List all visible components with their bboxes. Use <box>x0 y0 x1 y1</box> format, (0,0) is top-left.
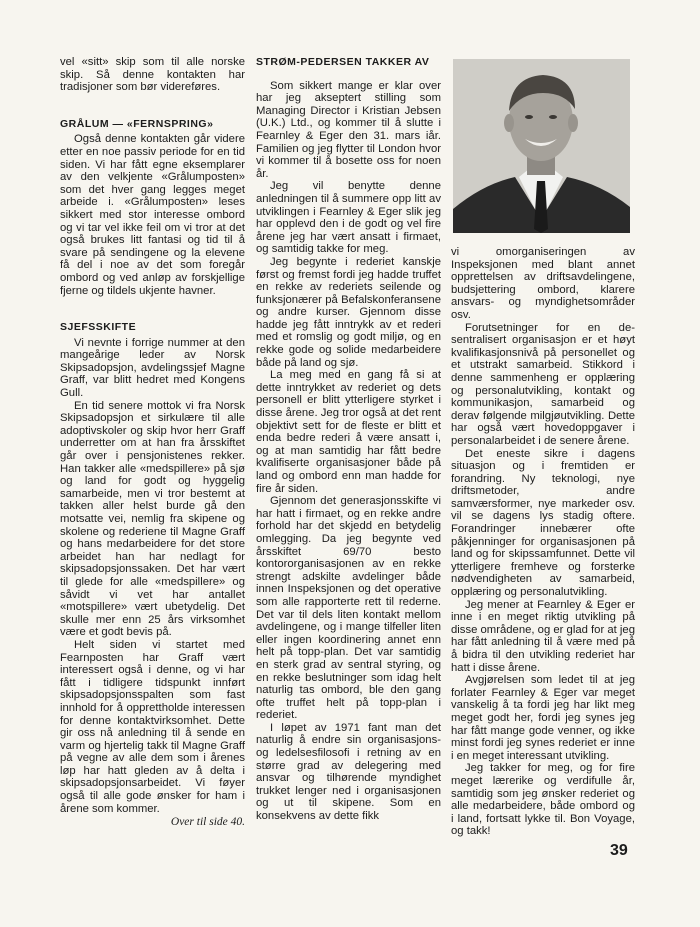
article-heading: STRØM-PEDERSEN TAKKER AV <box>256 56 430 68</box>
continued-note: Over til side 40. <box>170 816 245 829</box>
sjefsskifte-paragraph-2: En tid senere mottok vi fra Norsk Skipsadopsjon et sirkulære til alle adoptivskoler og skip hvor herr Graff underretter om at han fra årsskiftet går over i pensjonistenes rekker. Han takker alle «medspillere» på sjø og land for godt og hyggelig samarbeide, men vi tror bestemt at takken aller helst burde gå den motsatte vei, nemlig fra skipene og skolene og rederiene til Magne Graff og hans medarbeidere for det store arbeidet han har nedlagt for skipsadopsjonssaken. Det har vært til glede for alle «medspillere» og såvidt vi vet har antallet «motspillere» vært ubetydelig. Det skulle mer enn 25 års virksomhet være et godt bevis på. <box>60 399 245 639</box>
article-paragraph-5: Gjennom det generasjonsskifte vi har hatt i firmaet, og en rekke andre forhold har det skjedd en betydelig omlegging. Da jeg begynte ved årsskiftet 69/70 besto kontororganisasjonen av en rekke strengt adskilte avdelinger både innen Inspeksjonen og det operative som alle rapporterte rett til rederne. Det var til dels liten kontakt mellom avdelingene, og i mange tilfeller liten eller ingen koordinering annet enn helt på topp-plan. Det var samtidig en sterk grad av sentral styring, og en rekke beslutninger som idag helt naturlig tas ombord, ble den gang ofte truffet helt på topp-plan i rederiet. <box>256 495 441 722</box>
article-paragraph-4: La meg med en gang få si at dette inntrykket av rederiet og dets personell er blitt ytterligere styrket i disse årene. Jeg tror også at det rent objektivt sett for de fleste er blitt et enda bedre rederi å være ansatt i, og at man samtidig har fått bedre kvalifiserte organisasjoner både på land og ombord enn man hadde for fire år siden. <box>256 369 441 495</box>
sjefsskifte-paragraph-3: Helt siden vi startet med Fearnposten har Graff vært interessert også i denne, og vi har fått i tidligere tidspunkt innført skipsadopsjonsspalten som fast innhold for å opprettholde interessen for denne kontaktvirksomhet. Dette gir oss nå anledning til å sende en varm og hjertelig takk til Magne Graff på vegne av alle dem som i årenes løp har hatt gleden av å delta i skipsadopsjonsarbeidet. Vi føyer også til alle gode ønsker for ham i årene som kommer. <box>60 638 245 815</box>
right-paragraph-4: Jeg mener at Fearnley & Eger er inne i en meget riktig utvikling på disse områdene, og er glad for at jeg har fått anledning til å være med på å bidra til den utvikling rederiet har hatt i disse årene. <box>451 598 635 674</box>
article-paragraph-3: Jeg begynte i rederiet kanskje først og fremst fordi jeg hadde truffet en rekke av rederiets seilende og funksjonærer på Befalskonferansene og andre kurser. Gjennom disse hadde jeg fått inntrykk av et rederi med et romslig og godt miljø, og en rekke gode og solide medarbeidere både på land og sjø. <box>256 255 441 369</box>
right-paragraph-5: Avgjørelsen som ledet til at jeg forlater Fearnley & Eger var meget vanskelig å ta fordi jeg har likt meg meget godt her, fordi jeg synes jeg har fått mange gode venner, og ikke minst fordi jeg synes rederiet er inne i en meget interessant utvikling. <box>451 674 635 762</box>
intro-paragraph: vel «sitt» skip som til alle norske skip. Så denne kontakten har tradisjoner som bør videreføres. <box>60 56 245 94</box>
right-paragraph-6: Jeg takker for meg, og for fire meget lærerike og verdifulle år, samtidig som jeg ønsker rederiet og alle medarbeidere, både ombord og i land, fortsatt lykke til. Bon Voyage, og takk! <box>451 762 635 838</box>
section-heading-sjefsskifte: SJEFSSKIFTE <box>60 321 137 334</box>
section-heading-gralum: GRÅLUM — «FERNSPRING» <box>60 117 214 130</box>
article-paragraph-6: I løpet av 1971 fant man det naturlig å endre sin organisasjons- og ledelsesfilosofi i retning av en større grad av delegering med ansvar og tilhørende myndighet trukket lenger ned i organisasjonen og ut til skipene. Som en konsekvens av dette fikk <box>256 721 441 823</box>
sjefsskifte-paragraph-1: Vi nevnte i forrige nummer at den mangeårige leder av Norsk Skipsadopsjon, avdelingssjef Magne Graff, var blitt hedret med Kongens Gull. <box>60 336 245 400</box>
column-right <box>451 246 635 838</box>
page-number: 39 <box>610 842 628 859</box>
column-left <box>60 56 245 829</box>
right-paragraph-3: Det eneste sikre i dagens situasjon og i fremtiden er forandring. Ny teknologi, nye driftsmetoder, andre samværsformer, nye markeder osv. vil se dagens lys stadig oftere. Forandringer innebærer ofte påkjenninger for organisasjonen på land og for skipssamfunnet. Dette vil ytterligere fremheve og forsterke nødvendigheten av samarbeid, opplæring og personalutvikling. <box>451 447 635 599</box>
right-paragraph-1: vi omorganiseringen av Inspeksjonen med blant annet opprettelsen av driftsavdelingene, budsjettering ombord, klarere ansvars- og myndighetsområder osv. <box>451 246 635 321</box>
article-paragraph-1: Som sikkert mange er klar over har jeg akseptert stilling som Managing Director i Kristian Jebsen (U.K.) Ltd., og kommer til å slutte i Fearnley & Eger den 31. mars iår. Familien og jeg flytter til London hvor vi kommer til å bosette oss for noen år. <box>256 79 441 180</box>
column-middle <box>256 56 441 823</box>
article-paragraph-2: Jeg vil benytte denne anledningen til å summere opp litt av utviklingen i Fearnley & Eger slik jeg har opplevd den i de godt og vel fire årene jeg har vært ansatt i firmaet, og samtidig takke for meg. <box>256 180 441 256</box>
gralum-paragraph: Også denne kontakten går videre etter en noe passiv periode for en tid siden. Vi har fått egne eksemplarer av den velkjente «Grålumposten» som det hver gang legges meget arbeide i. «Grålumposten» leses sikkert med stor interesse ombord og vi tar vel ikke feil om vi tror at det også brukes litt fantasi og tid til å svare på sendingene og la elevene få del i noe av det som foregår ombord og ved anløp av forskjellige fjerne og tildels ukjente havner. <box>60 133 245 297</box>
right-paragraph-2: Forutsetninger for en de-sentralisert organisasjon er et høyt kvalifikasjonsnivå på personellet og et utstrakt samarbeid. Stikkord i denne sammenheng er opplæring og personalutvikling, kontakt og kommunikasjon, samarbeid og derav følgende milgjøutvikling. Dette har også vært hovedoppgaver i personalarbeidet i de senere årene. <box>451 321 635 447</box>
portrait-photo <box>453 59 630 233</box>
